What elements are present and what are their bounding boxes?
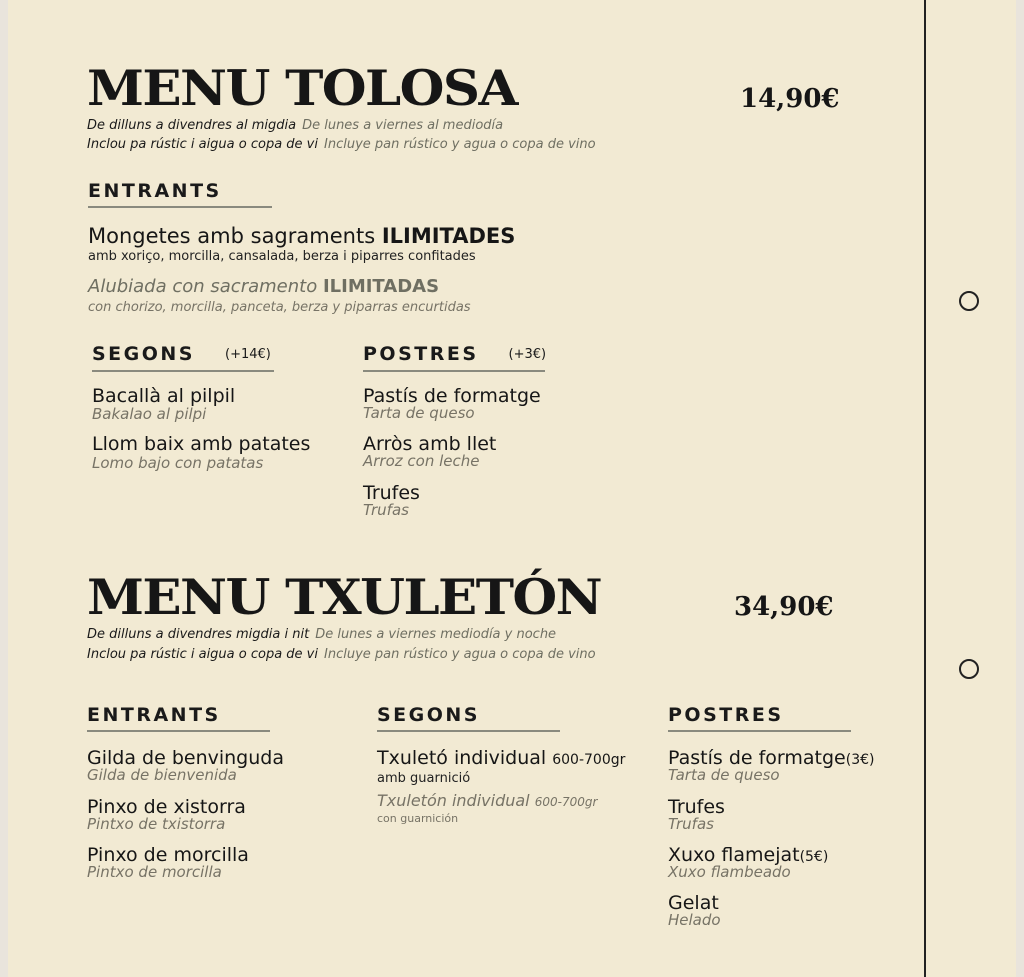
tolosa-postre-2-ca: Arròs amb llet [363, 433, 497, 455]
menu-tolosa-schedule [87, 116, 503, 136]
postre-name: Xuxo flamejat [668, 844, 800, 866]
txuleton-entrants-heading: ENTRANTS [87, 703, 270, 732]
tolosa-entrant-dish-es [88, 276, 439, 298]
tolosa-postre-3-ca: Trufes [363, 482, 420, 504]
segons-extra: (+14€) [225, 347, 271, 362]
menu-tolosa-title: MENU TOLOSA [87, 59, 517, 117]
txuleton-postre-4-ca: Gelat [668, 892, 719, 914]
tolosa-postre-1-es: Tarta de queso [363, 404, 475, 422]
txuleton-entrant-1-ca: Gilda de benvinguda [87, 747, 284, 769]
menu-txuleton-title: MENU TXULETÓN [87, 568, 602, 626]
tolosa-segon-2-es: Lomo bajo con patatas [92, 454, 264, 472]
tolosa-entrant-desc-ca: amb xoriço, morcilla, cansalada, berza i piparres confitades [88, 249, 476, 264]
postre-extra: (5€) [799, 849, 829, 865]
binder-spine [924, 0, 926, 977]
tolosa-postre-2-es: Arroz con leche [363, 452, 480, 470]
schedule-ca: De dilluns a divendres al migdia [87, 118, 297, 133]
txuleton-postres-heading: POSTRES [668, 703, 851, 732]
txuleton-postre-3-es: Xuxo flambeado [668, 863, 791, 881]
txuleton-entrant-2-ca: Pinxo de xistorra [87, 796, 246, 818]
binder-ring-icon [959, 659, 979, 679]
txuleton-segon-desc-ca: amb guarnició [377, 771, 471, 786]
dish-name: Mongetes amb sagraments [88, 224, 376, 248]
txuleton-entrant-2-es: Pintxo de txistorra [87, 815, 226, 833]
segons-label: SEGONS [92, 343, 195, 365]
menu-tolosa-price: 14,90€ [740, 84, 840, 114]
binder-ring-icon [959, 291, 979, 311]
txuleton-entrant-3-ca: Pinxo de morcilla [87, 844, 249, 866]
segon-name: Txuletó individual [377, 747, 547, 769]
schedule-es: De lunes a viernes mediodía y noche [315, 627, 557, 642]
txuleton-entrant-1-es: Gilda de bienvenida [87, 766, 237, 784]
txuleton-segon-ca [377, 748, 625, 771]
includes-ca: Inclou pa rústic i aigua o copa de vi [87, 137, 318, 152]
txuleton-segon-es [377, 793, 597, 810]
txuleton-postre-4-es: Helado [668, 911, 721, 929]
segon-weight: 600-700gr [552, 752, 626, 768]
includes-es: Incluye pan rústico y agua o copa de vino [324, 647, 596, 662]
schedule-ca: De dilluns a divendres migdia i nit [87, 627, 310, 642]
tolosa-segon-1-es: Bakalao al pilpi [92, 405, 207, 423]
txuleton-postre-2-es: Trufas [668, 815, 714, 833]
dish-highlight-es: ILIMITADAS [322, 276, 440, 297]
tolosa-segons-heading [92, 342, 274, 372]
postres-label: POSTRES [363, 343, 479, 365]
menu-tolosa-includes [87, 135, 596, 155]
tolosa-postre-1-ca: Pastís de formatge [363, 385, 541, 407]
txuleton-segon-desc-es: con guarnición [377, 812, 459, 825]
txuleton-postre-1-es: Tarta de queso [668, 766, 780, 784]
postre-extra: (3€) [845, 752, 875, 768]
txuleton-postre-2-ca: Trufes [668, 796, 725, 818]
postres-extra: (+3€) [508, 347, 547, 362]
includes-es: Incluye pan rústico y agua o copa de vino [324, 137, 596, 152]
txuleton-entrant-3-es: Pintxo de morcilla [87, 863, 222, 881]
menu-txuleton-includes [87, 645, 596, 665]
postre-name: Pastís de formatge [668, 747, 846, 769]
txuleton-segons-heading: SEGONS [377, 703, 560, 732]
tolosa-postres-heading [363, 342, 545, 372]
tolosa-segon-1-ca: Bacallà al pilpil [92, 385, 236, 407]
segon-name-es: Txuletón individual [377, 791, 530, 810]
tolosa-postre-3-es: Trufas [363, 501, 409, 519]
segon-weight-es: 600-700gr [534, 795, 598, 809]
schedule-es: De lunes a viernes al mediodía [302, 118, 504, 133]
tolosa-entrants-heading: ENTRANTS [88, 179, 272, 208]
tolosa-segon-2-ca: Llom baix amb patates [92, 433, 311, 455]
dish-highlight: ILIMITADES [381, 224, 516, 248]
menu-txuleton-price: 34,90€ [734, 592, 834, 622]
includes-ca: Inclou pa rústic i aigua o copa de vi [87, 647, 318, 662]
dish-name-es: Alubiada con sacramento [88, 276, 318, 297]
tolosa-entrant-dish-ca [88, 224, 515, 248]
menu-txuleton-schedule [87, 625, 556, 645]
tolosa-entrant-desc-es: con chorizo, morcilla, panceta, berza y piparras encurtidas [88, 300, 471, 315]
